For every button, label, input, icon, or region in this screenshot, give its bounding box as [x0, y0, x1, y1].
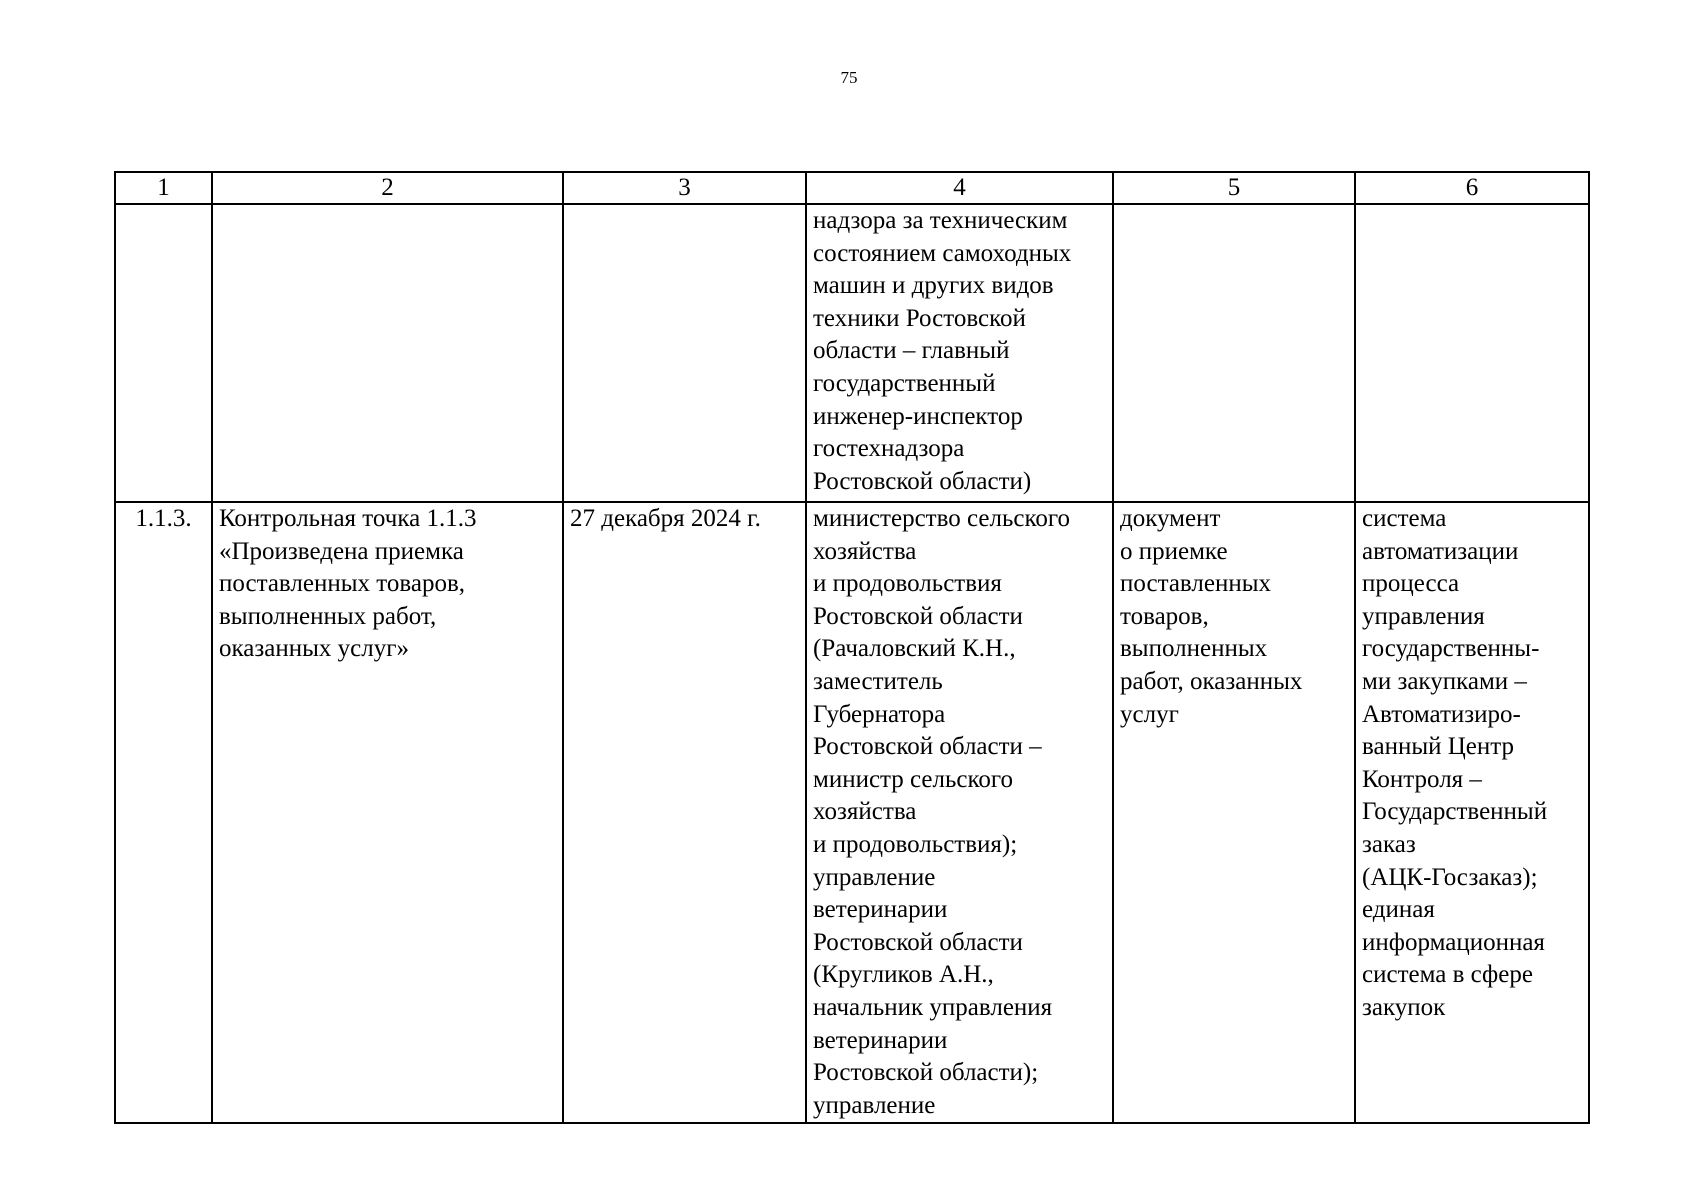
cell-text-line: процесса	[1362, 570, 1460, 598]
cell-text-line: ветеринарии	[813, 896, 948, 924]
cell-text-line: гостехнадзора	[813, 435, 965, 463]
page-number: 75	[840, 68, 858, 87]
cell-information-system	[1355, 204, 1589, 502]
table-header-row	[115, 172, 1589, 204]
document-table	[114, 171, 1590, 1124]
cell-text-line: ветеринарии	[813, 1026, 948, 1054]
cell-text-line: управление	[813, 863, 936, 891]
cell-number	[115, 204, 212, 502]
cell-text-line: Ростовской области)	[813, 467, 1032, 495]
cell-text-line: Автоматизиро-	[1362, 700, 1521, 728]
cell-text-line: Ростовской области –	[813, 733, 1042, 761]
cell-text-line: услуг	[1120, 700, 1179, 728]
cell-document	[1113, 204, 1355, 502]
cell-text-line: заместитель	[813, 667, 943, 695]
cell-text-line: государственны-	[1362, 635, 1540, 663]
cell-text-line: Ростовской области);	[813, 1059, 1039, 1087]
cell-title	[212, 502, 563, 1123]
cell-text-line: хозяйства	[813, 798, 917, 826]
cell-text-line: Контрольная точка 1.1.3	[219, 505, 477, 532]
cell-text-line: ванный Центр	[1362, 733, 1515, 761]
column-number-5: 5	[1113, 172, 1355, 204]
cell-text-line: инженер-инспектор	[813, 402, 1023, 430]
cell-text-line: ми закупками –	[1362, 667, 1527, 695]
cell-text-line: система в сфере	[1362, 961, 1533, 989]
cell-text-line: о приемке	[1120, 537, 1228, 565]
column-number-2: 2	[212, 172, 563, 204]
cell-text-line: система	[1362, 505, 1447, 532]
cell-text-line: состоянием самоходных	[813, 239, 1072, 267]
cell-number	[115, 502, 212, 1123]
cell-text-line: заказ	[1362, 830, 1416, 858]
table-row-1-1-3	[115, 502, 1589, 1123]
cell-text-line: выполненных работ,	[219, 602, 437, 630]
cell-text-line: министр сельского	[813, 765, 1014, 793]
cell-text-line: и продовольствия	[813, 570, 1002, 598]
table-row-continuation	[115, 204, 1589, 502]
cell-text-line: закупок	[1362, 993, 1446, 1021]
cell-responsible	[806, 502, 1113, 1123]
cell-document	[1113, 502, 1355, 1123]
cell-text-line: управления	[1362, 602, 1485, 630]
cell-text-line: Ростовской области	[813, 928, 1023, 956]
cell-text-line: поставленных	[1120, 570, 1272, 598]
cell-text-line: машин и других видов	[813, 272, 1054, 300]
cell-text-line: Ростовской области	[813, 602, 1023, 630]
column-number-4: 4	[806, 172, 1113, 204]
cell-text-line: единая	[1362, 896, 1435, 924]
cell-date	[563, 204, 806, 502]
cell-text-line: хозяйства	[813, 537, 917, 565]
cell-text-line: министерство сельского	[813, 505, 1070, 532]
cell-text-line: Контроля –	[1362, 765, 1482, 793]
cell-text-line: оказанных услуг»	[219, 635, 409, 663]
cell-date	[563, 502, 806, 1123]
cell-text-line: и продовольствия);	[813, 830, 1018, 858]
cell-text-line: управление	[813, 1091, 936, 1119]
cell-text-line: 1.1.3.	[135, 505, 192, 532]
cell-text-line: (АЦК-Госзаказ);	[1362, 863, 1538, 891]
cell-text-line: области – главный	[813, 337, 1010, 365]
cell-text-line: товаров,	[1120, 602, 1209, 630]
cell-responsible	[806, 204, 1113, 502]
column-number-6: 6	[1355, 172, 1589, 204]
cell-text-line: информационная	[1362, 928, 1545, 956]
cell-text-line: начальник управления	[813, 993, 1053, 1021]
cell-text-line: Государственный	[1362, 798, 1548, 826]
cell-text-line: (Рачаловский К.Н.,	[813, 635, 1016, 663]
cell-text-line: Губернатора	[813, 700, 946, 728]
cell-text-line: государственный	[813, 369, 996, 397]
cell-text-line: поставленных товаров,	[219, 570, 465, 598]
cell-text-line: документ	[1120, 505, 1221, 532]
column-number-3: 3	[563, 172, 806, 204]
cell-text-line: техники Ростовской	[813, 304, 1026, 332]
cell-information-system	[1355, 502, 1589, 1123]
column-number-1: 1	[115, 172, 212, 204]
cell-text-line: выполненных	[1120, 635, 1268, 663]
cell-text-line: 27 декабря 2024 г.	[570, 505, 761, 532]
cell-text-line: (Кругликов А.Н.,	[813, 961, 994, 989]
cell-text-line: работ, оказанных	[1120, 667, 1303, 695]
cell-text-line: автоматизации	[1362, 537, 1519, 565]
cell-text-line: надзора за техническим	[813, 207, 1068, 234]
cell-title	[212, 204, 563, 502]
cell-text-line: «Произведена приемка	[219, 537, 464, 565]
